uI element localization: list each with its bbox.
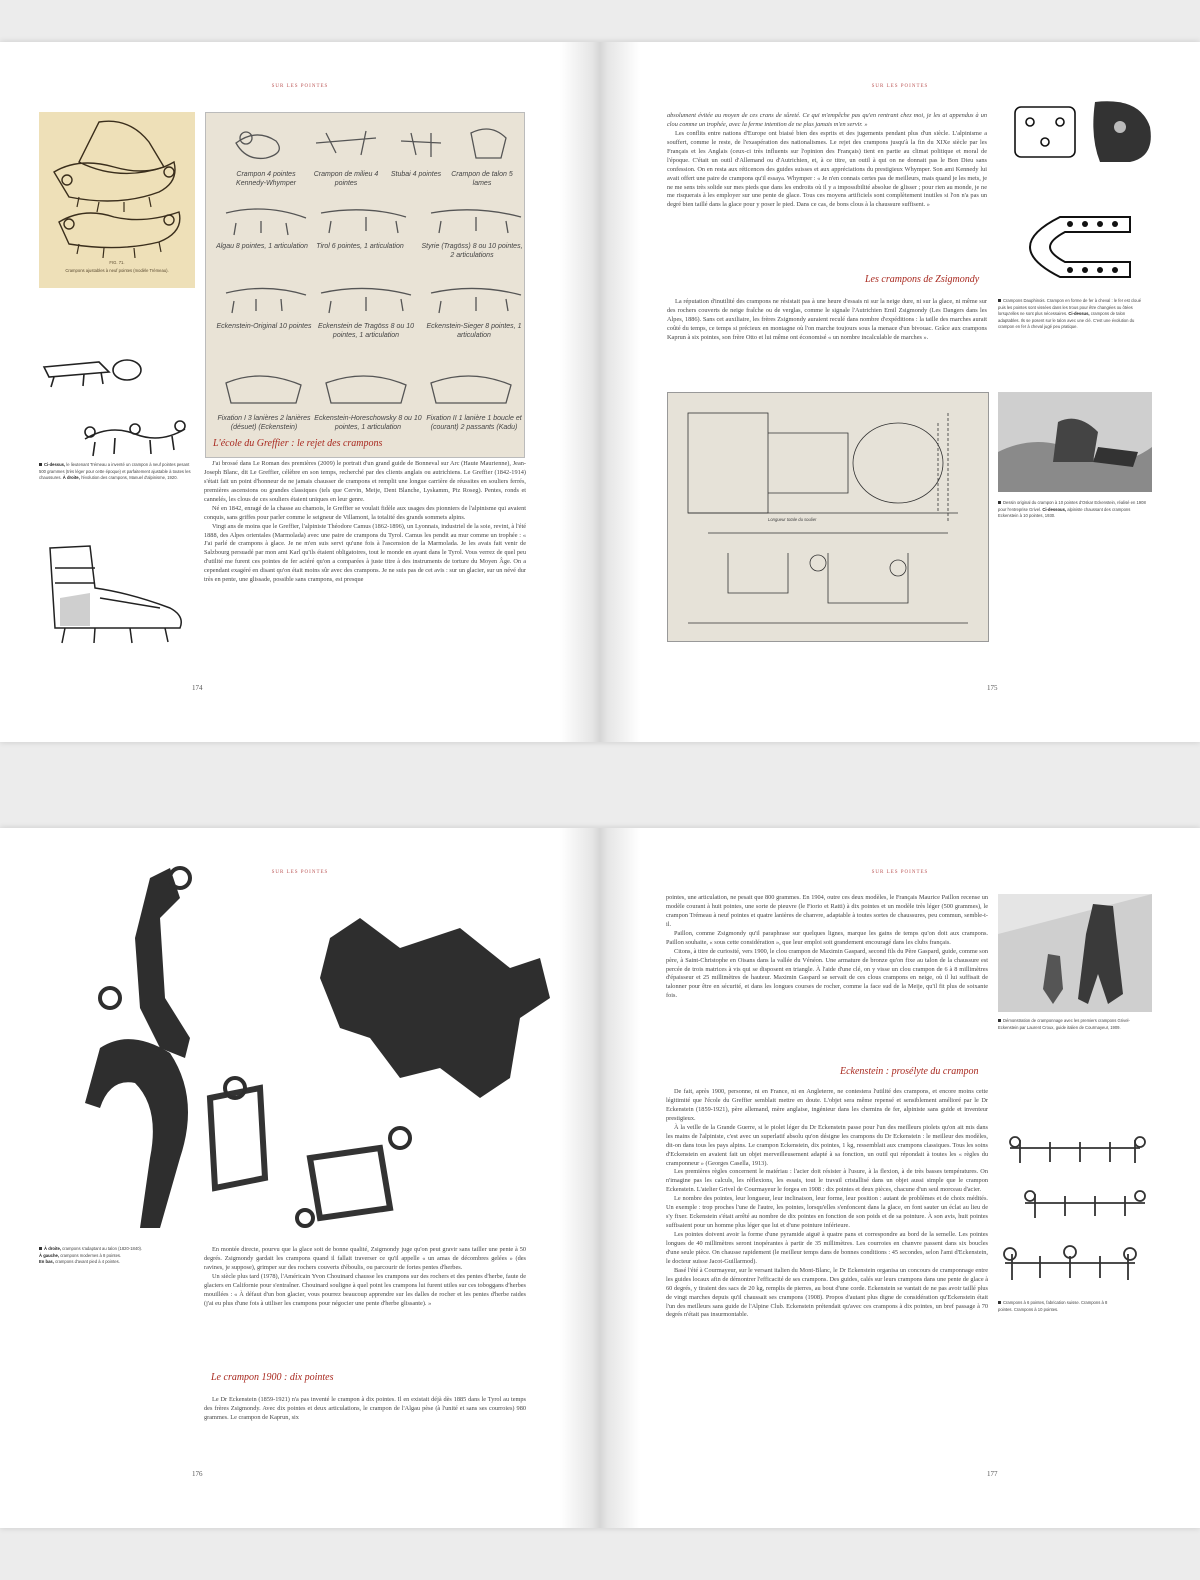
fig71-label: FIG. 71. bbox=[109, 260, 125, 265]
blueprint-lines bbox=[668, 393, 990, 643]
caption-text: Crampons Dauphinois. Crampon en forme de fer à cheval : le fer est cloué puis les pointes sont vissées dans les trous pour être changées ou ôtées lorsqu'elles ne sont plus nécessaires. bbox=[998, 298, 1142, 316]
photo-contents bbox=[998, 392, 1152, 492]
page-175 bbox=[600, 42, 1200, 742]
caption-bullet bbox=[998, 299, 1001, 302]
crampon-evolution-plate bbox=[205, 112, 525, 458]
caption-text: Crampons à 6 pointes, fabrication suisse. Crampons à 8 pointes. Crampons à 10 pointes. bbox=[998, 1300, 1108, 1312]
caption-antique-crampons bbox=[39, 1246, 189, 1266]
paragraph: Né en 1842, enragé de la chasse au chamois, le Greffier se voulait fidèle aux usages des pionniers de l'alpinisme qui avaient conquis, sans griffes pour parler comme le seigneur de Villamont, la totalité des grands sommets alpins. bbox=[204, 504, 526, 521]
paragraph: À la veille de la Grande Guerre, si le piolet léger du Dr Eckenstein passe pour l'un des meilleurs piolets qu'on ait mis dans les mains de l'alpiniste, c'est avec un superlatif absolu qu'on désigne les crampons du Dr Eckenstein : le meilleur des modèles, dit-on dans tous les pays alpins. Le crampon Eckenstein, dix pointes, 1 kg, ressemblait aux crampons classiques. Tous les soins d'Eckenstein en avaient fait un objet merveilleusement adapté à sa fonction, un outil qui répondait à toutes les « règles du cramponneur » (Georges Casella, 1913). bbox=[666, 1123, 988, 1167]
body-text-page177-bottom bbox=[666, 1088, 988, 1320]
caption-crampon-models bbox=[998, 1300, 1108, 1313]
paragraph: En montée directe, pourvu que la glace soit de bonne qualité, Zsigmondy juge qu'on peut gravir sans tailler une pente à 50 degrés. Zsigmondy gardait les crampons quand il fallait traverser ce qu'il appelle « un amas de décombres gelées » (des ravines, je suppose), grimper sur des rochers couverts d'éboulis, ou parcourir de fortes pentes d'herbes. bbox=[204, 1246, 526, 1271]
plate-label-fixation-2: Fixation II 1 lanière 1 boucle et (courant) 2 passants (Kadu) bbox=[426, 415, 522, 431]
paragraph: Vingt ans de moins que le Greffier, l'alpiniste Théodore Camus (1862-1896), un Lyonnais, industriel de la soie, revint, à l'été 1888, des Alpes orientales (Marmolada) avec une paire de crampons du Tyrol. Camus les pendit au mur comme un trophée : « J'ai parlé de crampons à glace. Je ne m'en suis servi qu'une fois à l'ascension de la Marmolada. Je les avais fait venir de Salzbourg persuadé par mon ami Karl qu'ils étaient obligatoires, tout le monde en ayant dans le Tyrol. Vous verrez de quel peu d'utilité me furent ces pointes de fer aciéré qu'on a comparées à juste titre à des instruments de torture du Moyen Âge. On a cependant exagéré en disant qu'on était moins sûr avec des crampons. Je ne suis pas de cet avis : sur un glacier, sur un névé dur très en pente, une glissade, possible sans crampons, est presque bbox=[204, 522, 526, 584]
caption-text: crampons s'adaptant au talon (1820-1840). bbox=[62, 1246, 143, 1251]
fig71-caption: Crampons ajustables à neuf pointes (modèle Trémeau). bbox=[65, 268, 169, 273]
page-174 bbox=[0, 42, 600, 742]
blueprint-length-label: Longueur totale du soulier bbox=[768, 517, 817, 522]
plate-label-horeschowsky: Eckenstein-Horeschowsky 8 ou 10 pointes, 1 articulation bbox=[314, 415, 422, 431]
caption-lead2: À droite, bbox=[62, 475, 80, 480]
running-head: SUR LES POINTES bbox=[871, 870, 929, 875]
crampon-illustration bbox=[39, 112, 195, 262]
caption-lead3: En bas, bbox=[39, 1259, 54, 1264]
plate-label-talon: Crampon de talon 5 lames bbox=[451, 171, 513, 187]
body-text-page174 bbox=[204, 460, 526, 585]
section-heading-greffier: L'école du Greffier : le rejet des crampons bbox=[213, 438, 383, 449]
dauphinois-crampons-drawing bbox=[1010, 97, 1162, 287]
body-text-page175-bottom bbox=[667, 298, 987, 343]
caption-bullet bbox=[39, 463, 42, 466]
caption-text2: crampons de talon adaptables. Ils se posent sur le talon avec une clé. C'est une évolution du crampon en fer à cheval jugé peu pratique. bbox=[998, 311, 1135, 329]
caption-text: le lieutenant Trémeau a inventé un crampon à neuf pointes pesant 500 grammes (très léger pour cette époque) et parfaitement ajustable à toutes les chaussures. bbox=[39, 462, 191, 480]
paragraph: Un siècle plus tard (1978), l'Américain Yvon Chouinard chausse les crampons sur des rochers et des pentes d'herbe, faute de glaciers en Californie pour s'entraîner. Chouinard souligne à quel point les crampons lui furent utiles sur ces toboggans d'herbes mouillées : « À défaut d'un bon glacier, vous pourrez beaucoup apprendre sur les dalles de rocher et les pentes d'herbe raides (j'ai eu plus d'une fois à utiliser les crampons pour négocier une pente d'herbe glissante). » bbox=[204, 1272, 526, 1307]
running-head: SUR LES POINTES bbox=[271, 870, 329, 875]
caption-lead2: À gauche, bbox=[39, 1252, 60, 1258]
page-176 bbox=[0, 828, 600, 1528]
caption-lead: Ci-dessous, bbox=[1042, 506, 1067, 512]
plate-label-tirol: Tirol 6 pointes, 1 articulation bbox=[316, 243, 404, 250]
paragraph: pointes, une articulation, ne pesait que 800 grammes. En 1904, outre ces deux modèles, le Français Maurice Paillon recense un modèle courant à huit pointes, une sorte de pieuvre (le Fiorio et Ratti) à dix pointes et un modèle très léger (500 grammes), le crampon Trémeau à neuf pointes et quatre lanières de chanvre, adaptable à toutes sortes de chaussures, peu commun, semble-t-il. bbox=[666, 894, 988, 928]
folio-177: 177 bbox=[987, 1470, 998, 1478]
paragraph: Citons, à titre de curiosité, vers 1900, le clou crampon de Maximin Gaspard, second fils du Père Gaspard, guide, comme son père, à Saint-Christophe en Oisans dans la vallée du Vénéon. Une armature de bronze qu'on fixe au talon de la chaussure est percée de trois matrices à vis qui se disposent en triangle. À l'aide d'une clé, on y visse un clou crampon de 6 à 8 millimètres d'épaisseur et 25 millimètres de hauteur. Maximin Gaspard se servait de ces clous crampons en neige, où il lui suffisait de talonner pour être en sécurité, et dans les longues courses de rocher, comme la face sud de la Meije, qu'il fit plus de soixante fois. bbox=[666, 947, 988, 1000]
caption-bullet bbox=[998, 1301, 1001, 1304]
section-heading-crampon-1900: Le crampon 1900 : dix pointes bbox=[211, 1372, 334, 1383]
caption-lead: Ci-dessus, bbox=[1068, 311, 1090, 316]
antique-crampons-photo bbox=[40, 858, 560, 1238]
crampon-models-drawing bbox=[1000, 1128, 1150, 1308]
heel-crampon-drawing bbox=[39, 342, 149, 392]
caption-text: Démonstration de cramponnage avec les premiers crampons Grivel-Eckenstein par Laurent Croux, guide italien de Courmayeur, 1909. bbox=[998, 1018, 1130, 1030]
caption-text2: alpiniste chaussant des crampons Eckenstein à 10 pointes, 1930. bbox=[998, 506, 1131, 518]
caption-lead: Ci-dessus, bbox=[44, 462, 66, 467]
folio-175: 175 bbox=[987, 684, 998, 692]
alpinist-photo bbox=[998, 392, 1152, 492]
caption-text2: l'évolution des crampons, Manuel d'alpinisme, 1920. bbox=[80, 475, 178, 480]
plate-label-kennedy-whymper: Crampon 4 pointes Kennedy-Whymper bbox=[236, 171, 296, 187]
paragraph: La réputation d'inutilité des crampons ne résistait pas à une heure d'essais ni sur la neige dure, ni sur la glace, ni même sur des rochers couverts de neige fraîche ou de verglas, comme le signale l'Autrichien Emil Zsigmondy (Les Dangers dans les Alpes, 1886). Sans cet auxiliaire, les frères Zsigmondy auraient reculé dans nombre d'expéditions : la taille des marches aurait coûté du temps, ce temps si précieux en montagne où l'on marche toujours sous la menace d'un bivouac. Grâce aux crampons Kaprun à six pointes, son frère Otto et lui même ont économisé « un nombre incalculable de marches ». bbox=[667, 298, 987, 341]
boot-with-crampon-drawing bbox=[40, 538, 190, 648]
bottom-spread bbox=[0, 828, 1200, 1528]
plate-label-stubai: Stubai 4 pointes bbox=[390, 171, 442, 178]
body-text-page176-bottom bbox=[204, 1396, 526, 1423]
caption-tremeau bbox=[39, 462, 191, 482]
caption-bullet bbox=[998, 1019, 1001, 1022]
plate-label-fixation-1: Fixation I 3 lanières 2 lanières (désuet) (Eckenstein) bbox=[217, 415, 311, 431]
caption-blueprint bbox=[998, 500, 1148, 520]
caption-cramponnage-demo bbox=[998, 1018, 1148, 1031]
cramponnage-demo-photo bbox=[998, 894, 1152, 1012]
eight-point-crampon-drawing bbox=[80, 414, 190, 464]
paragraph: J'ai brossé dans Le Roman des premières (2009) le portrait d'un grand guide de Bonneval sur Arc (Haute Maurienne), Jean-Joseph Blanc, dit Le Greffier, célèbre en son temps, recherché par des clients anglais ou autrichiens. Le Greffier (1842-1914) s'était fait un point d'honneur de ne jamais chausser de crampons et remplit une longue carrière de réussites en souliers ferrés, premières ascensions ou grandes classiques (tels que Cervin, Meije, Dent Blanche, Lyskamm, Piz Roseg). Pentes, ronds et cannelés, les clous de ces souliers étaient uniques en leur genre. bbox=[204, 460, 526, 503]
paragraph: Le nombre des pointes, leur longueur, leur inclinaison, leur forme, leur position : autant de problèmes et de choix médités. Un exemple : trop proches l'une de l'autre, les pointes, lorsqu'elles s'enfoncent dans la glace, en font sauter un éclat au lieu de s'y fixer. Eckenstein s'était arrêté au nombre de dix pointes en fonction de son poids et de sa pointure. À son avis, huit pointes suffisaient pour un homme plus léger que lui et d'une pointure inférieure. bbox=[666, 1195, 988, 1230]
body-text-page176-top bbox=[204, 1246, 526, 1309]
caption-dauphinois bbox=[998, 298, 1148, 331]
fig71-tremeau-crampon bbox=[39, 112, 195, 288]
eckenstein-blueprint bbox=[667, 392, 989, 642]
folio-174: 174 bbox=[192, 684, 203, 692]
plate-label-algau: Algau 8 pointes, 1 articulation bbox=[216, 243, 308, 250]
paragraph: Le Dr Eckenstein (1859-1921) n'a pas inventé le crampon à dix pointes. Il en existait déjà dès 1885 dans le Tyrol au temps des frères Zsigmondy. Avec dix pointes et deux articulations, le crampon de l'Algau pèse (à l'unité et sans ses courroies) 980 grammes. Le crampon de Kaprun, six bbox=[204, 1396, 526, 1421]
paragraph: absolument évitée au moyen de ces crans de sûreté. Ce qui m'empêche pas qu'en rentrant chez moi, je les ai appendus à un clou comme un trophée, avec la ferme intention de ne plus jamais m'en servir. » bbox=[667, 112, 987, 128]
plate-label-eckenstein-sieger: Eckenstein-Sieger 8 pointes, 1 articulation bbox=[426, 323, 522, 339]
caption-bullet bbox=[39, 1247, 42, 1250]
caption-text2: crampons modernes à 8 pointes. bbox=[60, 1252, 122, 1258]
plate-label-milieu: Crampon de milieu 4 pointes bbox=[313, 171, 379, 187]
caption-text3: crampons d'avant pied à 4 pointes. bbox=[55, 1259, 120, 1264]
plate-label-eckenstein-tragoss: Eckenstein de Tragöss 8 ou 10 pointes, 1 articulation bbox=[318, 323, 414, 339]
paragraph: Les pointes doivent avoir la forme d'une pyramide aiguë à quatre pans et correspondre au bord de la semelle. Les pointes longues de 40 millimètres seront inopérantes à partir de 35 millimètres. Les courroies en chanvre passent dans six boucles d'une seule pièce. On chausse rapidement (le meilleur temps dans de bonnes conditions : 45 secondes, selon l'ami d'Eckenstein, le docteur suisse Jacot-Guillarmod). bbox=[666, 1231, 988, 1265]
plate-label-styrie: Styrie (Tragöss) 8 ou 10 pointes, 2 articulations bbox=[421, 243, 523, 259]
paragraph: Paillon, comme Zsigmondy qu'il paraphrase sur quelques lignes, marque les gains de temps qu'on doit aux crampons. Paillon souhaite, « sous cette considération », que leur emploi soit grandement encouragé dans les clubs français. bbox=[666, 929, 988, 946]
caption-lead: À droite, bbox=[44, 1246, 61, 1251]
page-177 bbox=[600, 828, 1200, 1528]
paragraph: Basé l'été à Courmayeur, sur le versant italien du Mont-Blanc, le Dr Eckenstein organisa un concours de cramponnage entre les guides locaux afin de démontrer l'efficacité de ses crampons. Des guides, calés sur leurs crampons dans une pente de glace à 60 degrés, y tiraient des sacs de 20 kg, remplis de pierres, au bout d'une corde. Eckenstein se vantait de ne pas avoir taillé plus de vingt marches depuis qu'il chaussait ses crampons (1908). Propos d'autant plus digne de considération qu'Eckenstein était l'un des meilleurs sans guide de l'Alpine Club. Eckenstein prétendait qu'avec ces crampons à dix pointes, un bref passage à 70 degrés n'était pas insurmontable. bbox=[666, 1266, 988, 1319]
paragraph: Les premières règles concernent le matériau : l'acier doit résister à l'usure, à la flexion, à de très basses températures. On n'imagine pas les calculs, les réflexions, les essais, tout le travail cristallisé dans un objet aussi simple que le crampon Eckenstein. L'atelier Grivel de Courmayeur le forgea en 1908 : dix pointes et deux pièces, chacune d'un seul morceau d'acier. bbox=[666, 1168, 988, 1194]
photo-contents bbox=[998, 894, 1152, 1012]
top-spread bbox=[0, 42, 1200, 742]
caption-text: Dessin original du crampon à 10 pointes d'Oskar Eckenstein, réalisé en 1908 pour l'entreprise Grivel. bbox=[998, 500, 1146, 512]
section-heading-zsigmondy: Les crampons de Zsigmondy bbox=[865, 274, 980, 285]
paragraph: De fait, après 1900, personne, ni en France, ni en Angleterre, ne contestera l'utilité des crampons, et encore moins cette légitimité que l'école du Greffier semblait mettre en doute. L'objet sera même repensé et sensiblement amélioré par le Dr Eckenstein (1859-1921), père allemand, mère anglaise, ingénieur dans les chemins de fer, alpiniste sans guide et inventeur prestigieux. bbox=[666, 1088, 988, 1122]
running-head: SUR LES POINTES bbox=[871, 84, 929, 89]
body-text-page175-top bbox=[667, 112, 987, 210]
plate-crampon-sketches bbox=[206, 113, 526, 459]
paragraph: Les conflits entre nations d'Europe ont biaisé bien des esprits et des jugements pendant plus d'un siècle. L'alpinisme a souffert, comme le reste, de l'exaspération des nationalismes. Le rejet des crampons jusqu'à la fin du XIXe siècle par les Français et les Anglais (ceux-ci très influents sur l'opinion des Français) tient en partie au climat politique et moral de l'époque. C'était un outil d'Allemand ou d'Autrichien, et, à ce titre, un outil à qui on ne donnait pas le Bon Dieu sans confession. On en resta aux réticences des guides suisses et aux appréciations du prestigieux Whymper. Son ami Kennedy lui avait offert une paire de crampons qu'il essaya. Whymper : « Je n'en connais certes pas de meilleurs, mais quand je les mets, je ne me sens très solide sur mes pieds que dans les endroits où il y a impossibilité absolue de glisser ; pour rien au monde, je ne me risquerais à les employer sur une pente de glace. Tous ces moyens artificiels sont complètement inutiles si l'on n'a pas un degré bien taillé dans la glace pour y poser le pied. Dans ce cas, de bons clous à la chaussure suffisent. » bbox=[667, 129, 987, 209]
running-head: SUR LES POINTES bbox=[271, 84, 329, 89]
caption-bullet bbox=[998, 501, 1001, 504]
plate-label-eckenstein-original: Eckenstein-Original 10 pointes bbox=[216, 323, 312, 330]
body-text-page177-top bbox=[666, 894, 988, 1001]
folio-176: 176 bbox=[192, 1470, 203, 1478]
section-heading-eckenstein: Eckenstein : prosélyte du crampon bbox=[840, 1066, 979, 1077]
